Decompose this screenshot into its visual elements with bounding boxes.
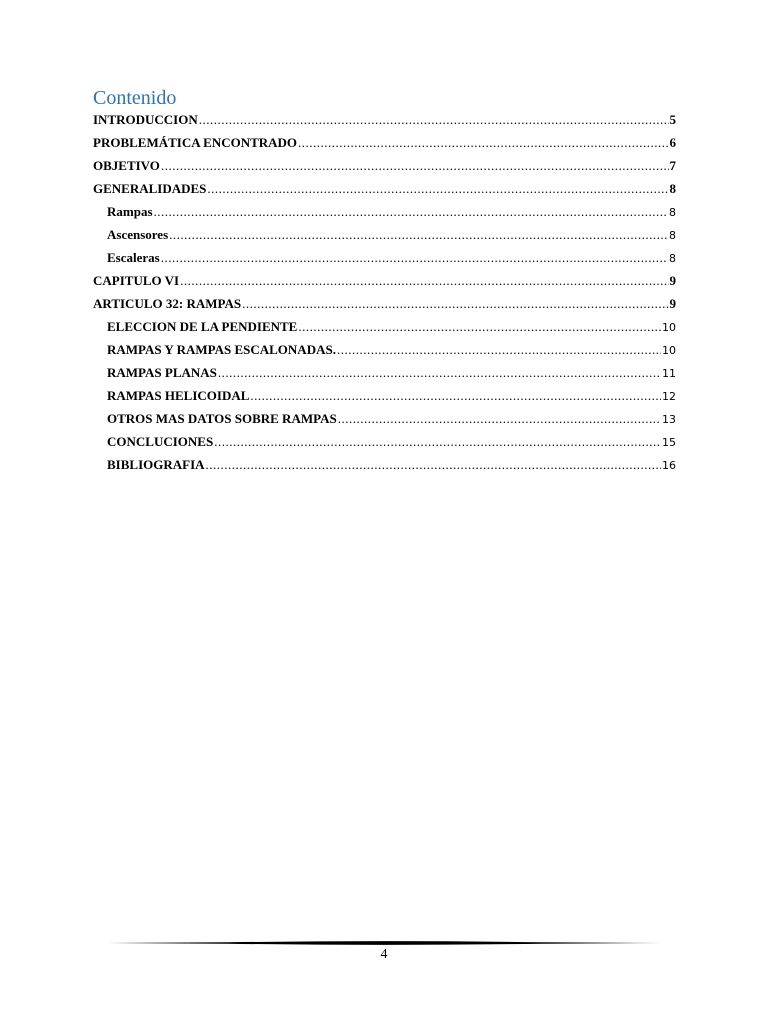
toc-entry-page: 8: [669, 206, 676, 219]
toc-entry-page: 6: [669, 135, 676, 150]
dot-leader: [199, 108, 669, 131]
toc-entry-bibliografia[interactable]: [93, 453, 676, 476]
toc-entry-label: PROBLEMÁTICA ENCONTRADO: [93, 135, 298, 150]
toc-entry-page: 10: [662, 344, 676, 357]
dot-leader: [206, 453, 661, 476]
toc-entry-label: GENERALIDADES: [93, 181, 207, 196]
toc-entry-page: 15: [662, 436, 676, 449]
toc-entry-label: CONCLUCIONES: [107, 434, 214, 449]
toc-entry-label: Rampas: [107, 204, 153, 219]
dot-leader: [154, 200, 668, 223]
toc-entry-page: 10: [662, 321, 676, 334]
toc-entry-ascensores[interactable]: [93, 223, 676, 246]
toc-entry-otros-datos[interactable]: [93, 407, 676, 430]
toc-entry-problematica[interactable]: [93, 131, 676, 154]
dot-leader: [250, 384, 661, 407]
toc-entry-rampas[interactable]: [93, 200, 676, 223]
toc-entry-rampas-planas[interactable]: [93, 361, 676, 384]
toc-entry-label: Ascensores: [107, 227, 169, 242]
toc-entry-page: 5: [669, 112, 676, 127]
dot-leader: [207, 177, 668, 200]
table-of-contents: [93, 108, 676, 476]
toc-entry-label: OBJETIVO: [93, 158, 160, 173]
dot-leader: [161, 154, 669, 177]
toc-entry-label: RAMPAS Y RAMPAS ESCALONADAS.: [107, 342, 336, 357]
dot-leader: [337, 338, 661, 361]
toc-entry-page: 9: [669, 296, 676, 311]
toc-entry-label: Escaleras: [107, 250, 160, 265]
dot-leader: [218, 361, 661, 384]
dot-leader: [180, 269, 668, 292]
toc-entry-label: ELECCION DE LA PENDIENTE: [107, 319, 298, 334]
toc-entry-page: 8: [669, 181, 676, 196]
toc-entry-conclusiones[interactable]: [93, 430, 676, 453]
toc-entry-page: 7: [669, 158, 676, 173]
toc-entry-label: RAMPAS PLANAS: [107, 365, 217, 380]
toc-entry-rampas-escalonadas[interactable]: [93, 338, 676, 361]
toc-entry-label: RAMPAS HELICOIDAL: [107, 388, 250, 403]
toc-entry-label: CAPITULO VI: [93, 273, 180, 288]
toc-entry-page: 8: [669, 252, 676, 265]
toc-entry-page: 9: [669, 273, 676, 288]
toc-entry-page: 13: [662, 413, 676, 426]
toc-entry-rampas-helicoidal[interactable]: [93, 384, 676, 407]
toc-entry-page: 16: [662, 459, 676, 472]
toc-entry-introduccion[interactable]: [93, 108, 676, 131]
footer-page-number: 4: [380, 947, 388, 962]
dot-leader: [242, 292, 668, 315]
toc-entry-label: ARTICULO 32: RAMPAS: [93, 296, 242, 311]
toc-entry-page: 11: [662, 367, 676, 380]
toc-entry-label: BIBLIOGRAFIA: [107, 457, 205, 472]
toc-entry-capitulo-vi[interactable]: [93, 269, 676, 292]
dot-leader: [169, 223, 668, 246]
dot-leader: [214, 430, 661, 453]
dot-leader: [298, 315, 661, 338]
toc-entry-label: INTRODUCCION: [93, 112, 198, 127]
toc-entry-objetivo[interactable]: [93, 154, 676, 177]
dot-leader: [298, 131, 668, 154]
toc-entry-page: 12: [662, 390, 676, 403]
toc-entry-page: 8: [669, 229, 676, 242]
toc-entry-generalidades[interactable]: [93, 177, 676, 200]
toc-entry-escaleras[interactable]: [93, 246, 676, 269]
dot-leader: [338, 407, 661, 430]
toc-entry-label: OTROS MAS DATOS SOBRE RAMPAS: [107, 411, 337, 426]
toc-title: Contenido: [93, 87, 177, 109]
dot-leader: [161, 246, 668, 269]
toc-entry-eleccion-pendiente[interactable]: [93, 315, 676, 338]
toc-entry-articulo-32[interactable]: [93, 292, 676, 315]
